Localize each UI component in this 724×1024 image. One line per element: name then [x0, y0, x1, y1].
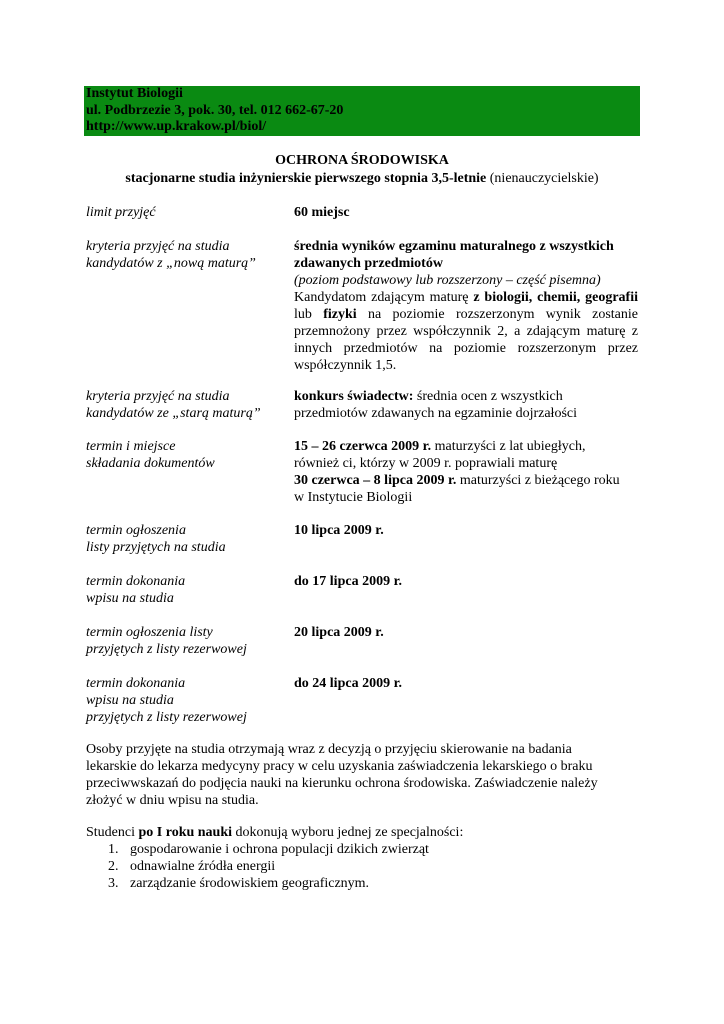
- old-matura-label-2: kandydatów ze „starą maturą”: [86, 406, 261, 421]
- limit-label: limit przyjęć: [86, 205, 156, 220]
- multiplier-text-1: Kandydatom zdającym maturę: [294, 290, 474, 305]
- list-item: [108, 858, 608, 875]
- spec-intro-2: dokonują wyboru jednej ze specjalności:: [232, 825, 464, 840]
- limit-value: 60 miejsc: [294, 205, 350, 220]
- new-matura-multiplier-text: [294, 289, 638, 374]
- new-matura-level-note: (poziom podstawowy lub rozszerzony – część pisemna): [294, 273, 601, 288]
- list-item-text: odnawialne źródła energii: [130, 859, 276, 874]
- enroll-label-1: termin dokonania: [86, 574, 186, 589]
- reserve-announce-label-1: termin ogłoszenia listy: [86, 625, 213, 640]
- new-matura-criteria-2: zdawanych przedmiotów: [294, 256, 443, 271]
- institute-url[interactable]: http://www.up.krakow.pl/biol/: [86, 119, 267, 134]
- reserve-enroll-label-1: termin dokonania: [86, 676, 186, 691]
- enroll-date: do 17 lipca 2009 r.: [294, 574, 402, 589]
- paragraph-line-1: Osoby przyjęte na studia otrzymają wraz z decyzją o przyjęciu skierowanie na badania: [86, 742, 572, 757]
- specializations-list: [108, 841, 608, 892]
- institute-name: Instytut Biologii: [86, 86, 183, 101]
- new-matura-label-1: kryteria przyjęć na studia: [86, 239, 230, 254]
- announce-label-2: listy przyjętych na studia: [86, 540, 226, 555]
- multiplier-text-3: na poziomie rozszerzonym wynik zostanie przemnożony przez współczynnik 2, a zdającym maturę z innych przedmiotów na poziomie rozszerzonym przez współczynnik 1,5.: [294, 307, 638, 373]
- documents-date-2: 30 czerwca – 8 lipca 2009 r.: [294, 473, 457, 488]
- documents-label-1: termin i miejsce: [86, 439, 176, 454]
- documents-label-2: składania dokumentów: [86, 456, 215, 471]
- old-matura-line-1: średnia ocen z wszystkich: [413, 389, 563, 404]
- list-item-text: zarządzanie środowiskiem geograficznym.: [130, 876, 370, 891]
- multiplier-subjects: z biologii, chemii, geografii: [473, 290, 638, 305]
- documents-line-2: również ci, którzy w 2009 r. poprawiali maturę: [294, 456, 558, 471]
- list-item-text: gospodarowanie i ochrona populacji dzikich zwierząt: [130, 842, 429, 857]
- old-matura-line-2: przedmiotów zdawanych na egzaminie dojrzałości: [294, 406, 577, 421]
- documents-place: w Instytucie Biologii: [294, 490, 413, 505]
- institute-header: [84, 86, 640, 136]
- old-matura-contest: konkurs świadectw:: [294, 389, 414, 404]
- reserve-announce-date: 20 lipca 2009 r.: [294, 625, 384, 640]
- new-matura-criteria-1: średnia wyników egzaminu maturalnego z wszystkich: [294, 239, 614, 254]
- reserve-enroll-label-3: przyjętych z listy rezerwowej: [86, 710, 247, 725]
- documents-text-2: maturzyści z bieżącego roku: [456, 473, 620, 488]
- institute-address: ul. Podbrzezie 3, pok. 30, tel. 012 662-67-20: [86, 102, 344, 118]
- spec-intro-bold: po I roku nauki: [138, 825, 233, 840]
- medical-exam-paragraph: [86, 741, 646, 809]
- multiplier-text-2: lub: [294, 307, 324, 322]
- documents-text-1: maturzyści z lat ubiegłych,: [431, 439, 586, 454]
- reserve-announce-label-2: przyjętych z listy rezerwowej: [86, 642, 247, 657]
- list-item: [108, 841, 608, 858]
- paragraph-line-2: lekarskie do lekarza medycyny pracy w celu uzyskania zaświadczenia lekarskiego o braku: [86, 759, 593, 774]
- spec-intro-1: Studenci: [86, 825, 139, 840]
- paragraph-line-4: złożyć w dniu wpisu na studia.: [86, 793, 259, 808]
- announce-label-1: termin ogłoszenia: [86, 523, 186, 538]
- new-matura-label-2: kandydatów z „nową maturą”: [86, 256, 256, 271]
- list-item: [108, 875, 608, 892]
- page-title: OCHRONA ŚRODOWISKA: [275, 153, 449, 168]
- list-item-number: 3.: [108, 876, 119, 891]
- enroll-label-2: wpisu na studia: [86, 591, 174, 606]
- specializations-intro: [86, 824, 646, 841]
- reserve-enroll-date: do 24 lipca 2009 r.: [294, 676, 402, 691]
- reserve-enroll-label-2: wpisu na studia: [86, 693, 174, 708]
- announce-date: 10 lipca 2009 r.: [294, 523, 384, 538]
- list-item-number: 2.: [108, 859, 119, 874]
- page-subtitle: [84, 170, 640, 187]
- documents-date-1: 15 – 26 czerwca 2009 r.: [294, 439, 432, 454]
- subtitle-normal: (nienauczycielskie): [486, 171, 599, 186]
- multiplier-physics: fizyki: [323, 307, 357, 322]
- old-matura-label-1: kryteria przyjęć na studia: [86, 389, 230, 404]
- list-item-number: 1.: [108, 842, 119, 857]
- paragraph-line-3: przeciwwskazań do podjęcia nauki na kierunku ochrona środowiska. Zaświadczenie należy: [86, 776, 598, 791]
- subtitle-bold: stacjonarne studia inżynierskie pierwszego stopnia 3,5-letnie: [125, 171, 487, 186]
